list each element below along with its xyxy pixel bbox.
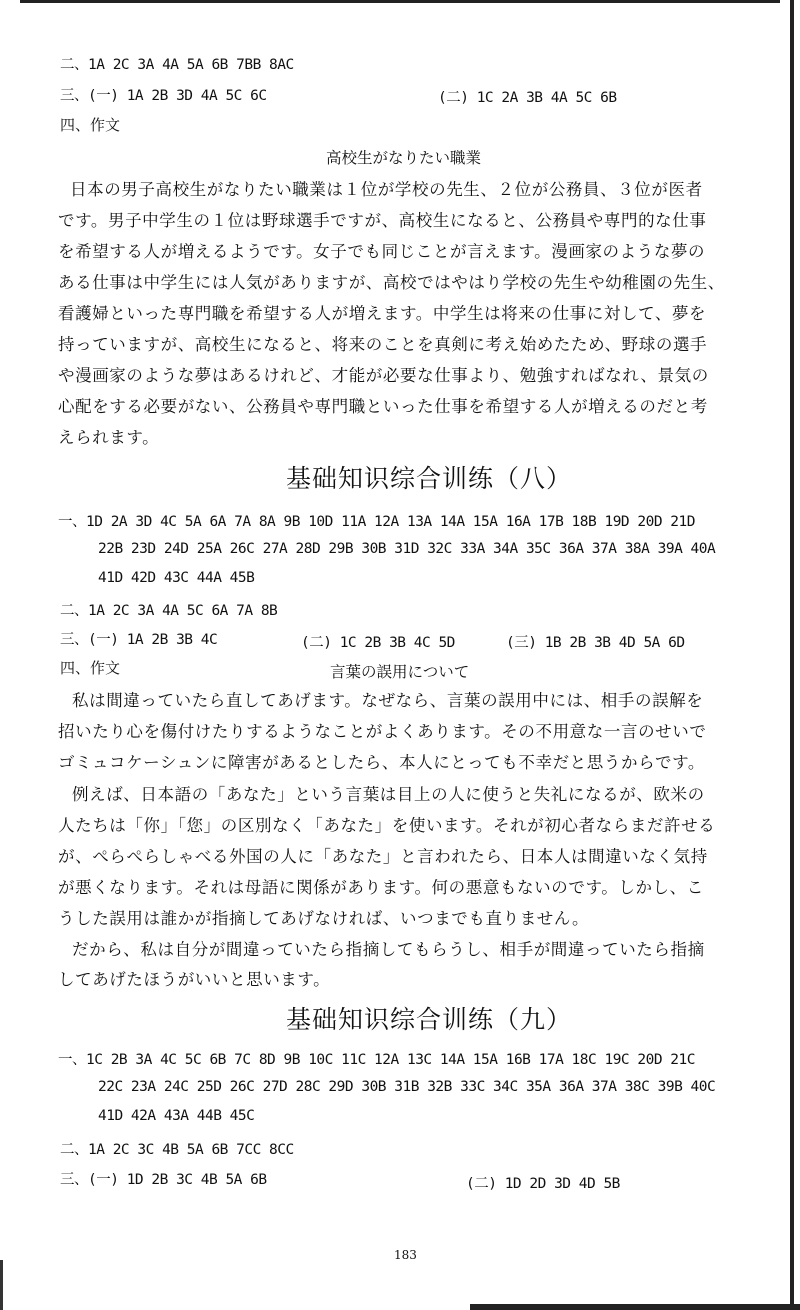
essay-line: や漫画家のような夢はあるけれど、才能が必要な仕事より、勉強すればなれ、景気の <box>58 366 709 385</box>
essay-line: うした誤用は誰かが指摘してあげなければ、いつまでも直りません。 <box>58 909 590 928</box>
scan-border-left <box>0 1260 3 1310</box>
answer-line-q2: 二、1A 2C 3C 4B 5A 6B 7CC 8CC <box>60 1142 294 1158</box>
essay-line: してあげたほうがいいと思います。 <box>58 970 331 989</box>
answer-line-q2: 二、1A 2C 3A 4A 5C 6A 7A 8B <box>60 603 278 619</box>
essay-line: 人たちは「你」「您」の区別なく「あなた」を使います。それが初心者ならまだ許せる <box>58 816 716 835</box>
essay-line: が悪くなります。それは母語に関係があります。何の悪意もないのです。しかし、こ <box>58 878 704 897</box>
answer-line-q3a-prev: 三、(一) 1A 2B 3D 4A 5C 6C <box>60 88 267 104</box>
scan-border-bottom <box>470 1304 800 1310</box>
composition-label-8: 四、作文 <box>60 659 121 677</box>
essay-line: 心配をする必要がない、公務員や専門職といった仕事を希望する人が増えるのだと考 <box>58 397 708 416</box>
scan-border-top <box>20 0 780 3</box>
answer-line-q3b: (二) 1C 2B 3B 4C 5D <box>301 635 455 651</box>
answer-line-q1: 22B 23D 24D 25A 26C 27A 28D 29B 30B 31D 32C 33A 34A 35C 36A 37A 38A 39A 40A <box>98 541 716 557</box>
essay-line: を希望する人が増えるようです。女子でも同じことが言えます。漫画家のような夢の <box>58 242 706 261</box>
scan-border-right <box>790 0 794 1305</box>
essay-line: 招いたり心を傷付けたりするようなことがよくあります。その不用意な一言のせいで <box>58 722 707 741</box>
answer-line-q3c: (三) 1B 2B 3B 4D 5A 6D <box>506 635 685 651</box>
essay-line: 看護婦といった専門職を希望する人が増えます。中学生は将来の仕事に対して、夢を <box>58 304 707 323</box>
answer-line-q3b: (二) 1D 2D 3D 4D 5B <box>466 1176 620 1192</box>
section-title-9: 基础知识综合训练（九） <box>286 1005 573 1034</box>
answer-line-q1: 41D 42D 43C 44A 45B <box>98 570 255 586</box>
essay-line: が、ぺらぺらしゃべる外国の人に「あなた」と言われたら、日本人は間違いなく気持 <box>58 847 708 866</box>
answer-line-q1: 一、1D 2A 3D 4C 5A 6A 7A 8A 9B 10D 11A 12A 13A 14A 15A 16A 17B 18B 19D 20D 21D <box>58 514 696 530</box>
section-title-8: 基础知识综合训练（八） <box>286 464 573 493</box>
answer-line-q3a: 三、(一) 1D 2B 3C 4B 5A 6B <box>60 1172 267 1188</box>
essay-line: 例えば、日本語の「あなた」という言葉は目上の人に使うと失礼になるが、欧米の <box>72 785 705 804</box>
essay-line: ある仕事は中学生には人気がありますが、高校ではやはり学校の先生や幼稚園の先生、 <box>58 273 725 292</box>
essay-line: 日本の男子高校生がなりたい職業は１位が学校の先生、２位が公務員、３位が医者 <box>70 180 703 199</box>
essay-title: 高校生がなりたい職業 <box>326 149 482 167</box>
essay-line: ゴミュコケーシュンに障害があるとしたら、本人にとっても不幸だと思うからです。 <box>58 753 705 772</box>
answer-line-q1: 一、1C 2B 3A 4C 5C 6B 7C 8D 9B 10C 11C 12A 13C 14A 15A 16B 17A 18C 19C 20D 21C <box>58 1052 696 1068</box>
answer-line-q2-prev: 二、1A 2C 3A 4A 5A 6B 7BB 8AC <box>60 57 294 73</box>
answer-line-q1: 41D 42A 43A 44B 45C <box>98 1108 255 1124</box>
answer-line-q3b-prev: (二) 1C 2A 3B 4A 5C 6B <box>438 90 617 106</box>
essay-line: だから、私は自分が間違っていたら指摘してもらうし、相手が間違っていたら指摘 <box>72 940 705 959</box>
composition-label-prev: 四、作文 <box>60 116 121 134</box>
essay-line: 持っていますが、高校生になると、将来のことを真剣に考え始めたため、野球の選手 <box>58 335 708 354</box>
answer-line-q3a: 三、(一) 1A 2B 3B 4C <box>60 632 218 648</box>
essay-line: えられます。 <box>58 428 160 447</box>
essay-title: 言葉の誤用について <box>330 663 470 681</box>
page-number: 183 <box>394 1248 417 1262</box>
essay-line: 私は間違っていたら直してあげます。なぜなら、言葉の誤用中には、相手の誤解を <box>72 691 704 710</box>
essay-line: です。男子中学生の１位は野球選手ですが、高校生になると、公務員や専門的な仕事 <box>58 211 707 230</box>
answer-line-q1: 22C 23A 24C 25D 26C 27D 28C 29D 30B 31B 32B 33C 34C 35A 36A 37A 38C 39B 40C <box>98 1079 716 1095</box>
